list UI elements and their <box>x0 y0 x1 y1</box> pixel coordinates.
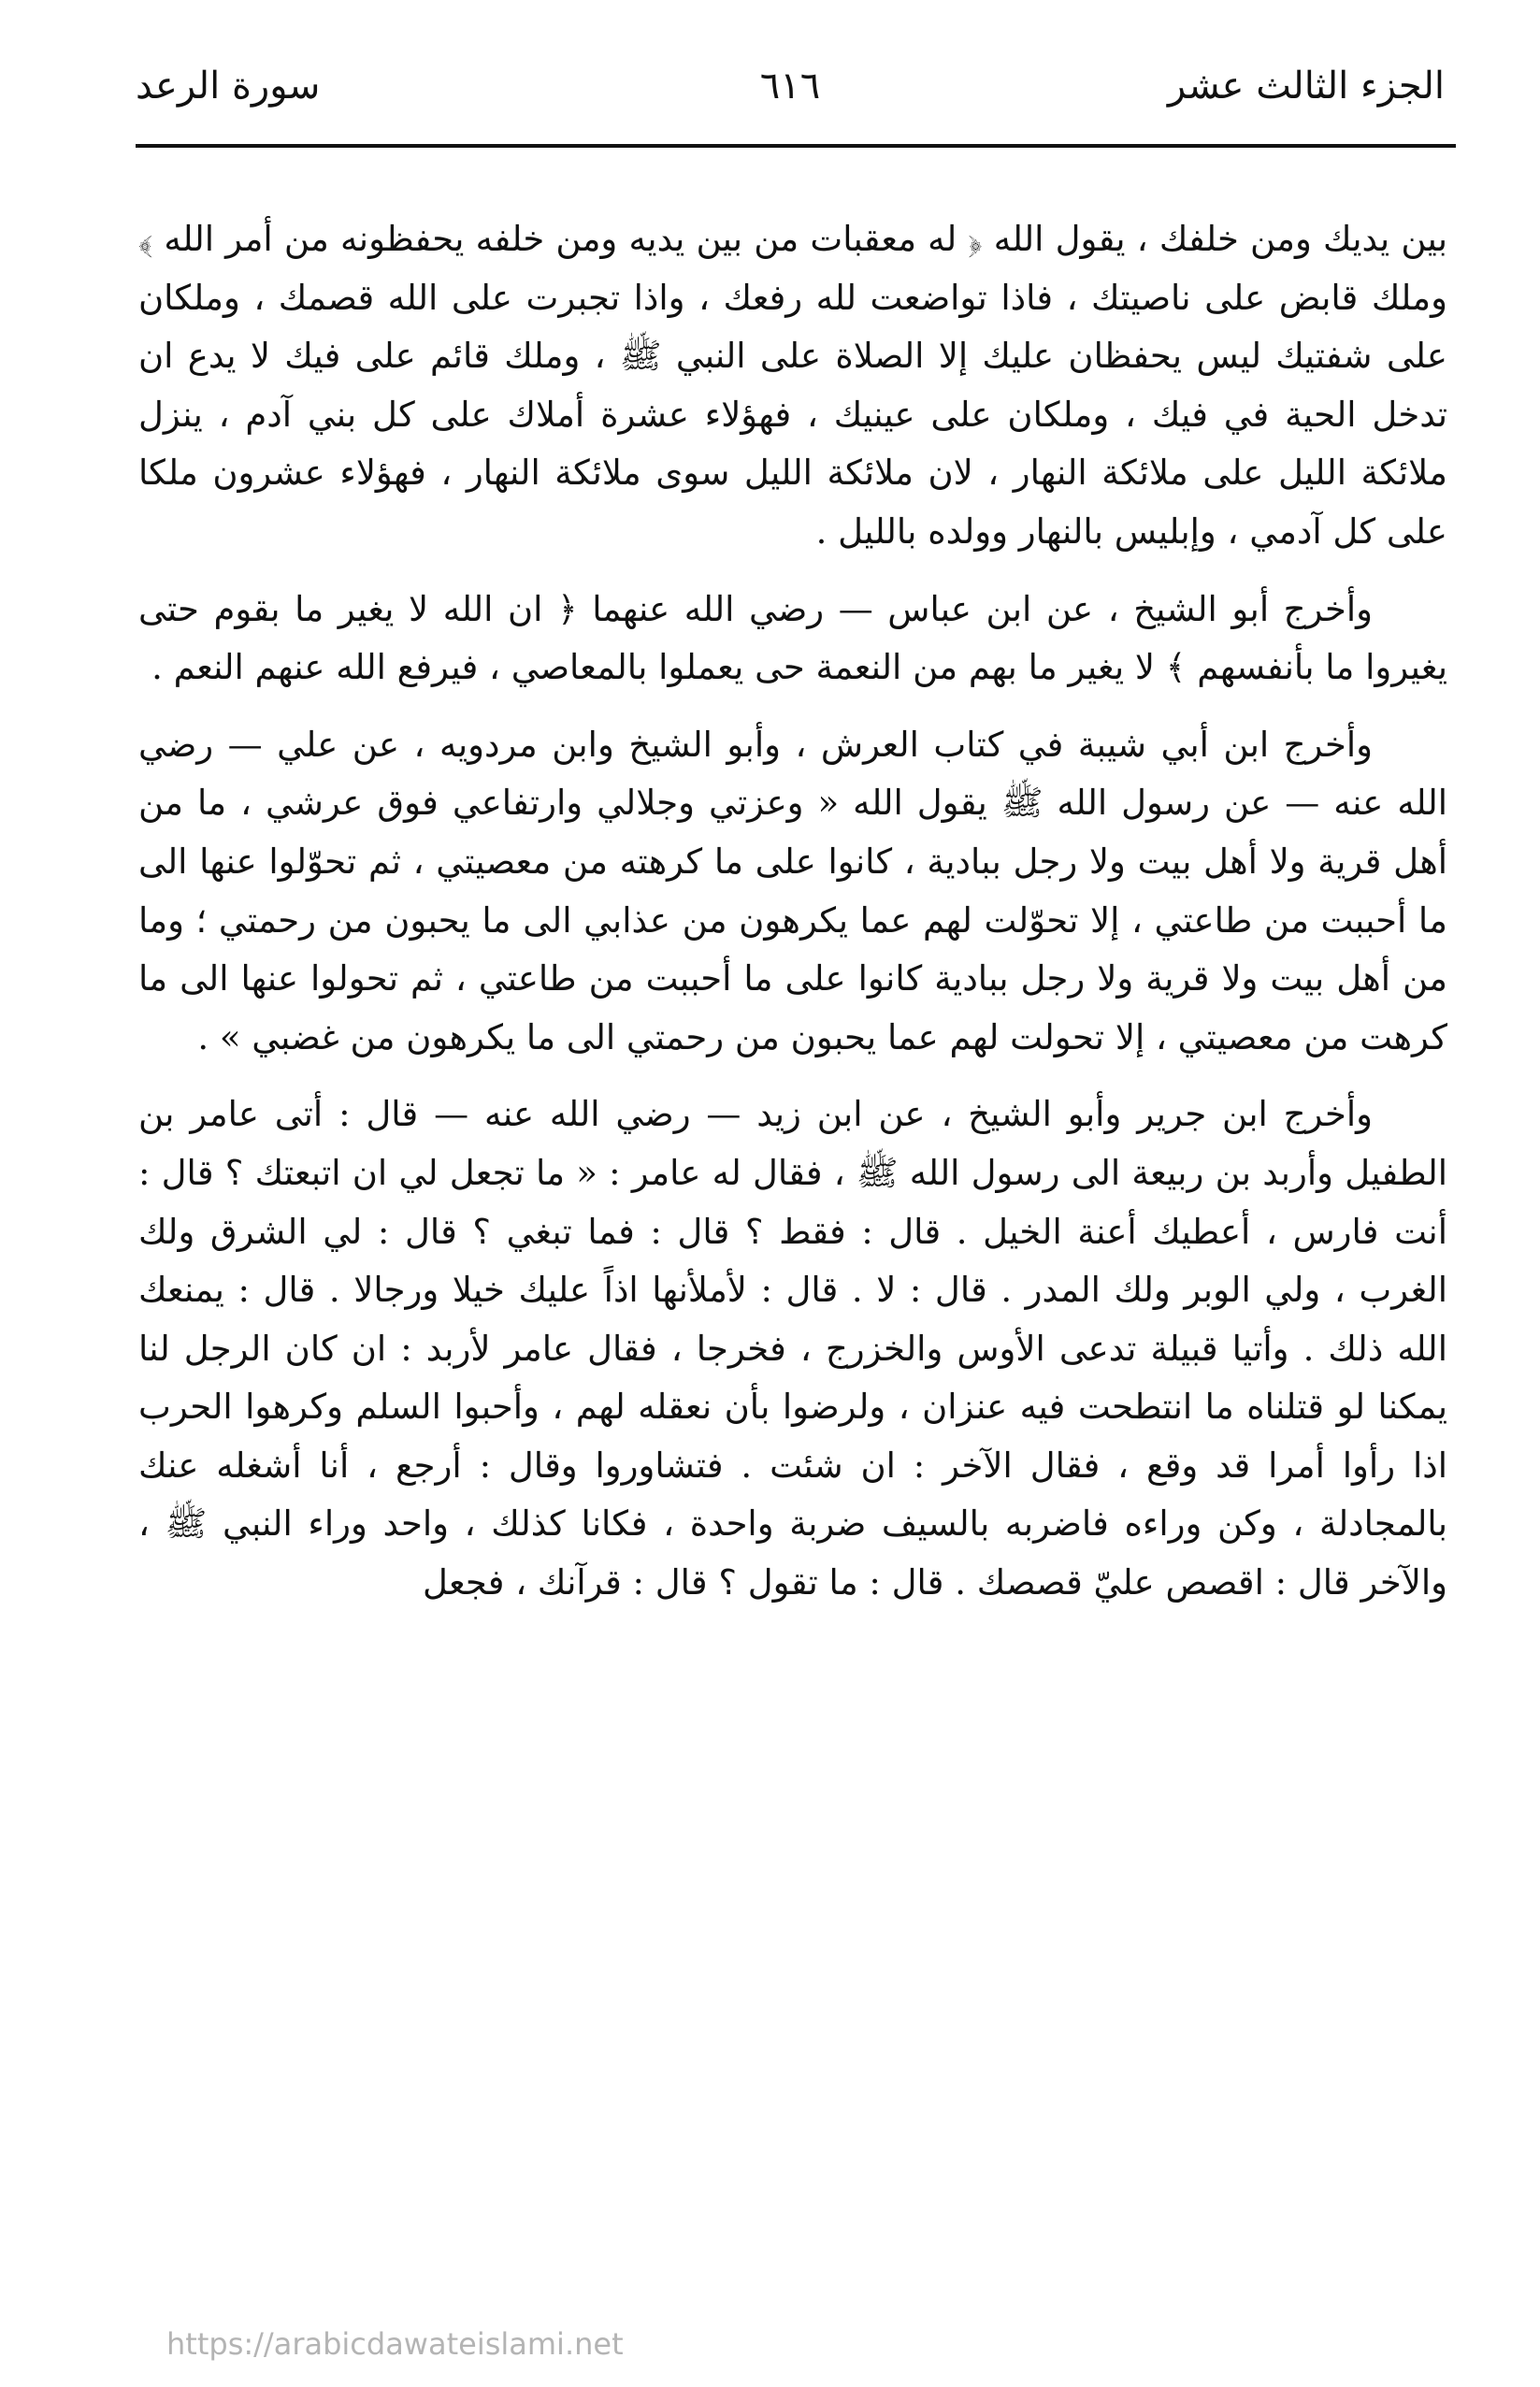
surah-title: سورة الرعد <box>136 65 321 108</box>
paragraph-3: وأخرج ابن أبي شيبة في كتاب العرش ، وأبو الشيخ وابن مردويه ، عن علي — رضي الله عنه — عن رسول الله ﷺ يقول الله « وعزتي وجلالي وارتفاعي فوق عرشي ، ما من أهل قرية ولا أهل بيت ولا رجل ببادية ، كانوا على ما كرهته من معصيتي ، ثم تحوّلوا عنها الى ما أحببت من طاعتي ، إلا تحوّلت لهم عما يكرهون من عذابي الى ما يحبون من رحمتي ؛ وما من أهل بيت ولا قرية ولا رجل ببادية كانوا على ما أحببت من طاعتي ، ثم تحولوا عنها الى ما كرهت من معصيتي ، إلا تحولت لهم عما يحبون من رحمتي الى ما يكرهون من غضبي » . <box>138 724 1447 1057</box>
paragraph-1: بين يديك ومن خلفك ، يقول الله ﴿ له معقبات من بين يديه ومن خلفه يحفظونه من أمر الله ﴾ وملك قابض على ناصيتك ، فاذا تواضعت لله رفعك ، واذا تجبرت على الله قصمك ، وملكان على شفتيك ليس يحفظان عليك إلا الصلاة على النبي ﷺ ، وملك قائم على فيك لا يدع ان تدخل الحية في فيك ، وملكان على عينيك ، فهؤلاء عشرة أملاك على كل بني آدم ، ينزل ملائكة الليل على ملائكة النهار ، لان ملائكة الليل سوى ملائكة النهار ، فهؤلاء عشرون ملكا على كل آدمي ، وإبليس بالنهار وولده بالليل . <box>138 219 1447 552</box>
watermark-url: https://arabicdawateislami.net <box>166 2326 624 2362</box>
part-title: الجزء الثالث عشر <box>1167 65 1445 108</box>
paragraph-2: وأخرج أبو الشيخ ، عن ابن عباس — رضي الله عنهما ﴿ ان الله لا يغير ما بقوم حتى يغيروا ما بأنفسهم ﴾ لا يغير ما بهم من النعمة حى يعملوا بالمعاصي ، فيرفع الله عنهم النعم . <box>138 588 1447 688</box>
running-header <box>136 58 1445 123</box>
page-number: ٦١٦ <box>759 65 821 108</box>
header-rule <box>136 144 1456 148</box>
paragraph-4: وأخرج ابن جرير وأبو الشيخ ، عن ابن زيد — رضي الله عنه — قال : أتى عامر بن الطفيل وأربد بن ربيعة الى رسول الله ﷺ ، فقال له عامر : « ما تجعل لي ان اتبعتك ؟ قال : أنت فارس ، أعطيك أعنة الخيل . قال : فقط ؟ قال : فما تبغي ؟ قال : لي الشرق ولك الغرب ، ولي الوبر ولك المدر . قال : لا . قال : لأملأنها اذاً عليك خيلا ورجالا . قال : يمنعك الله ذلك . وأتيا قبيلة تدعى الأوس والخزرج ، فخرجا ، فقال عامر لأربد : ان كان الرجل لنا يمكنا لو قتلناه ما انتطحت فيه عنزان ، ولرضوا بأن نعقله لهم ، وأحبوا السلم وكرهوا الحرب اذا رأوا أمرا قد وقع ، فقال الآخر : ان شئت . فتشاوروا وقال : أرجع ، أنا أشغله عنك بالمجادلة ، وكن وراءه فاضربه بالسيف ضربة واحدة ، فكانا كذلك ، واحد وراء النبي ﷺ ، والآخر قال : اقصص عليّ قصصك . قال : ما تقول ؟ قال : قرآنك ، فجعل <box>138 1094 1447 1603</box>
body-text <box>138 210 1447 1613</box>
